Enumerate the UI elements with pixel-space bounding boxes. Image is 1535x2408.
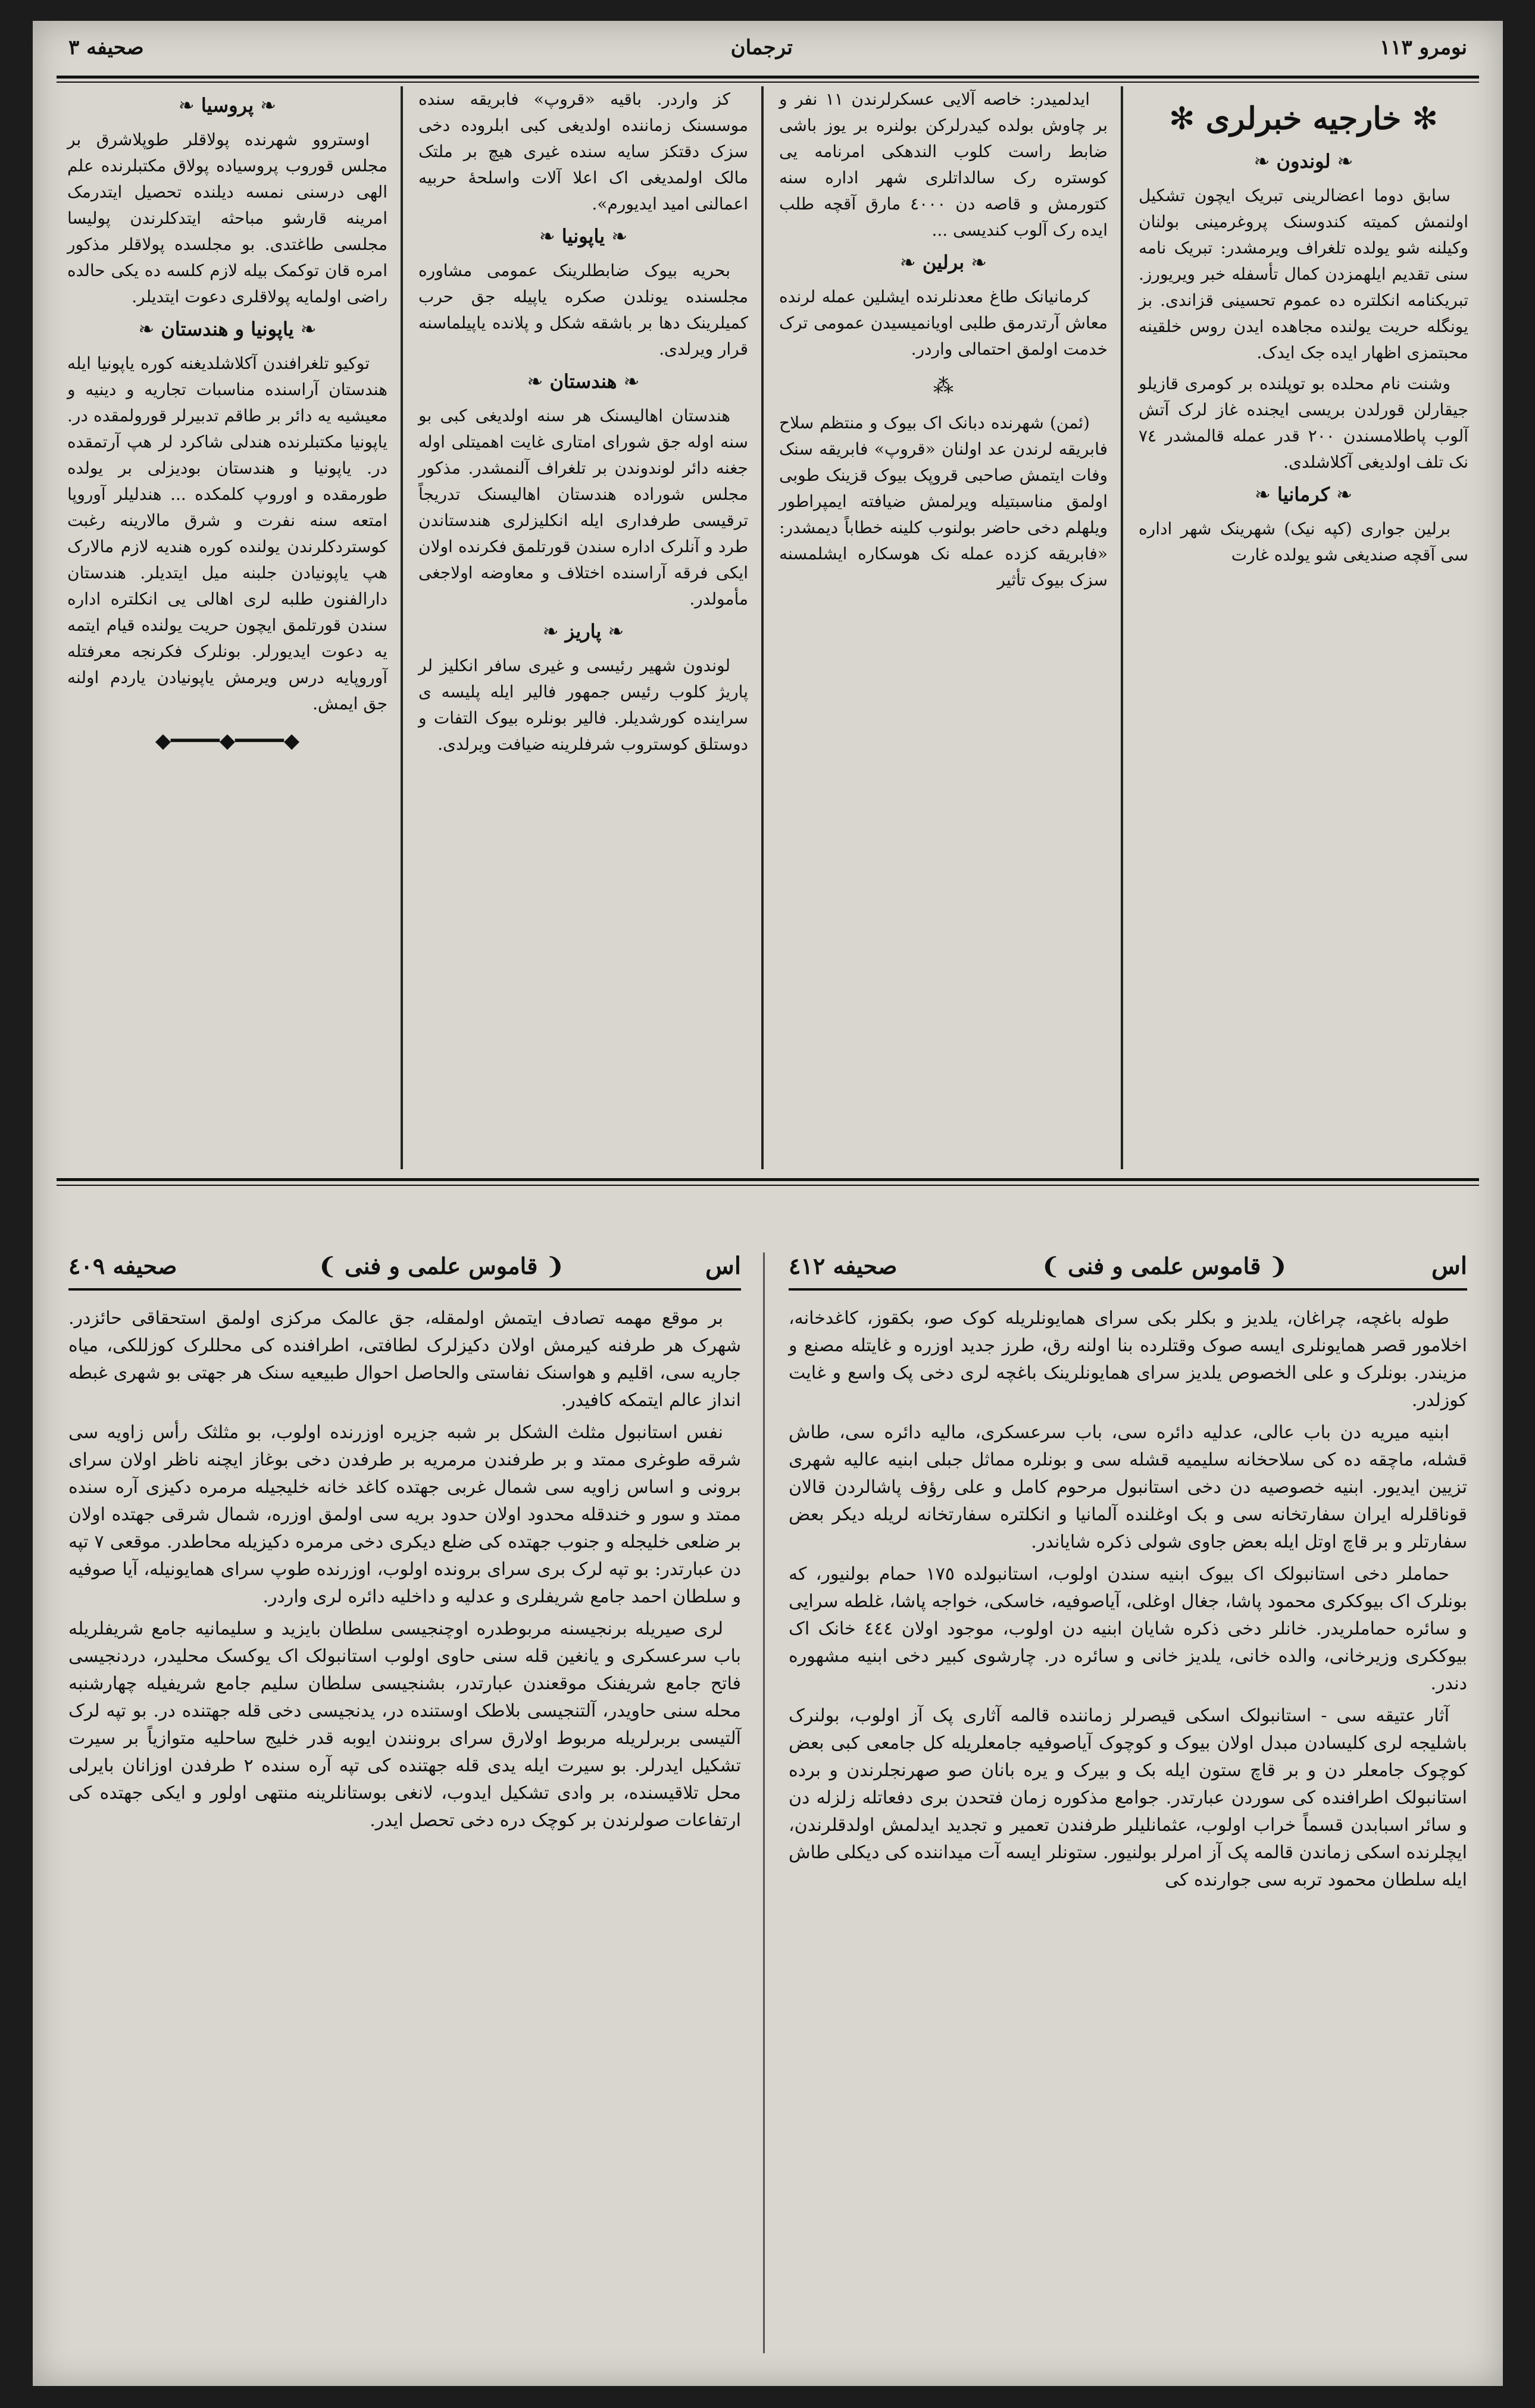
- separator-ornament: ⁂: [933, 374, 953, 398]
- london-article: سابق دوما اعضالرینی تبریک ایچون تشکیل اولنمش کمیته کندوسنک پروغرمینی بولنان وکیلنه شو یولده تلغراف ویرمشدر: تبریک نامه سنی تقدیم ایلهمزدن کمال تأسفله خبر ویریورز. تبریکنامه انکلتره ده عموم تحسینی قزاندی. بز یونگله حریت یولنده مجاهده ایدن روس خلقینه محبتمزی اظهار ایده جک ایدک.: [1139, 186, 1468, 362]
- section-rule: [57, 1178, 1479, 1181]
- berlin-heading: ❧ برلین ❧: [899, 251, 987, 274]
- end-ornament: ◆━━━━◆━━━━◆: [155, 729, 300, 753]
- poles-article: اوستروو شهرنده پولاقلر طوپلاشرق بر مجلس قوروب پروسیاده پولاق مکتبلرنده علم الهی درسنی نمسه دیلنده تحصیل ایتدرمک امرینه قارشو مباحثه ایتدکلرندن پولیسا مجلسی طاغتدی. بو مجلسده پولاقلر مذکور امره قان توکمک بیله لازم کلسه ده یکی حالده راضی اولمایه پولاقلری دعوت ایتدیلر.: [67, 130, 387, 306]
- berlin-news-column: [768, 86, 1118, 1169]
- header-rule: [57, 76, 1479, 79]
- issue-number: نومرو ١١٣: [1379, 36, 1467, 60]
- entry-label: اس: [1431, 1252, 1467, 1280]
- india-heading: ❧ هندستان ❧: [527, 370, 640, 393]
- london-heading: ❧ لوندون ❧: [1253, 150, 1353, 173]
- foreign-news-column: [1128, 86, 1479, 1169]
- page-gutter: [763, 1252, 765, 2353]
- encyclopedia-page-412: [777, 1252, 1479, 2353]
- column-divider: [401, 86, 403, 1169]
- paris-heading: ❧ پاریز ❧: [542, 620, 624, 643]
- krupp-article-cont: کز واردر. باقیه «قروپ» فابریقه سنده موسسنک زماننده اولدیغی کبی ابلروده دخی سزک دقتکز سایه سنده غیری هیچ بر ملتک مالک اولمدیغی اک اعلا آلات واسلحهٔ حربیه اعمالنی امید ایدیورم».: [418, 89, 748, 214]
- page-number: صحیفه ٣: [68, 36, 144, 60]
- newspaper-name: ترجمان: [730, 36, 793, 60]
- prussia-heading: ❧ پروسیا ❧: [178, 94, 277, 117]
- encyclopedia-page-number: صحیفه ٤١٢: [789, 1252, 898, 1279]
- header-rule-thin: [57, 82, 1479, 83]
- coal-mine-article: وشنت نام محلده بو توپلنده بر کومری قازیلو جیقارلن قورلدن بریسی ایجنده غاز لرک آتش آلوب پاطلامسندن ٢٠٠ قدر عمله قالمشدر ٧٤ نک تلف اولدیغی آکلاشلدی.: [1139, 374, 1468, 472]
- paris-article: لوندون شهیر رئیسی و غیری سافر انکلیز لر پاریژ کلوب رئیس جمهور فالیر ایله پلیسه ی سراینده کورشدیلر. فالیر بونلره بیوک التفات و دوستلق کوستروب شرفلرینه ضیافت ویرلدی.: [418, 656, 748, 754]
- buildings-paragraph: ابنیه میریه دن باب عالی، عدلیه دائره سی، باب سرعسکری، مالیه دائره سی، طاش قشله، ماچقه ده کی سلاحخانه سلیمیه قشله سی و بونلره مماثل جبلی ابنیه عالیه شهری تزیین ایدیور. ابنیه خصوصیه دن دخی استانبول مرحوم کامل و علی رؤف پاشالردن قالان قوناقلرله ایران سفارتخانه سی و بک اوغلنده آلمانیا و انکلتره سفارتخانه لریله دیکر بعض سفارتلر و بر قاچ اوتل ایله بعض جاوی شولی ذکره شایاندر.: [789, 1422, 1467, 1552]
- encyclopedia-title: ❨ قاموس علمی و فنی ❩: [1040, 1252, 1288, 1279]
- japan-news-column: [408, 86, 759, 1169]
- palaces-paragraph: طوله باغچه، چراغان، یلدیز و بکلر بکی سرای همایونلریله کوک صو، بکقوز، کاغدخانه، اخلامور قصر همایونلری ایسه صوک وقتلرده بنا اولنه رق، طرز جدید اوزره و غایتله مصنع و مزیندر. بونلرک و علی الخصوص یلدیز سرای همایونلرینک باغچه لری دخی پک واسع و غایت کوزلدر.: [789, 1308, 1467, 1411]
- location-paragraph: بر موقع مهمه تصادف ایتمش اولمقله، جق عالمک مرکزی اولمق استحقاقی حائزدر. شهرک هر طرفنه کیرمش اولان دکیزلرک لطافتی، اطرافنده کی محللرک کوزللکی، میاه جاریه سی، اقلیم و هواسنک نفاستی والحاصل احوال طبیعیه سنک هر جهتی بو شهری غبطه انداز عالم ایتمکه کافیدر.: [68, 1308, 741, 1411]
- page-header: [33, 21, 1503, 74]
- encyclopedia-page-409: [57, 1252, 753, 2353]
- germany-heading: ❧ کرمانیا ❧: [1255, 483, 1352, 506]
- japan-heading: ❧ یاپونیا ❧: [539, 225, 628, 248]
- antiquities-paragraph: آثار عتیقه سی - استانبولک اسکی قیصرلر زماننده قالمه آثاری پک آز اولوب، بولنرک باشلیجه لری کلیسادن مبدل اولان بیوک و کوچوک آیاصوفیه جامعلریله کل جامعی کبی بعض کوچوک جامعلر دن و بر قاچ ستون ایله بک و بیرک و یره بانان صو صهرنجلرندن و برده استانبولک اطرافنده کی سوردن عبارتدر. جوامع مذکوره زمان فتحدن بری دفعاتله زلزله دن و سائر اسبابدن قسماً خراب اولوب، عثمانلیلر طرفندن تعمیر و تجدید ایدلمش اولدقلرندن، ایچلرنده اسکی زماندن قالمه پک آز امرلر بولنیور. ستونلر ایسه آت میداننده کی دیکلی طاش ایله سلطان محمود تربه سی جوارنده کی: [789, 1705, 1467, 1890]
- newspaper-page: [33, 21, 1503, 2386]
- column-divider: [1121, 86, 1123, 1169]
- mine-workers-article: کرمانیانک طاغ معدنلرنده ایشلین عمله لرنده معاش آرتدرمق طلبی اویانمیسیدن عمومی ترک خدمت اولمق احتمالی واردر.: [779, 287, 1108, 359]
- japan-india-article: توکیو تلغرافندن آکلاشلدیغنه کوره یاپونیا ایله هندستان آراسنده مناسبات تجاریه و دینیه و معیشیه یه دائر بر طاقم تدبیرلر قورولمقده در. یاپونیا مکتبلرنده هندلی شاکرد لر هپ آرتمقده در. یاپونیا و هندستان بودیزلی بر یولده طورمقده و اوروپ کلمکده ... هندلیلر آوروپا امتعه سنه نفرت و شرق مالارینه رغبت کوستردکلرندن یولنده کوره هندیه لازم مالارک هپ یاپونیادن جلبنه میل ایتدیلر. هندستان دارالفنون طلبه لری اهالی یی انکلتره اداره سندن قورتلمق ایچون حریت یولنده قیام ایتمه یه دعوت ایدیورلر. بونلرک فکرنجه معرفتله آوروپایه درس ویرمش یاپونیادن یاردم اولنه جق ایمش.: [67, 353, 387, 713]
- hills-paragraph: لری صیریله برنجیسنه مربوطدره اوچنجیسی سلطان بایزید و سلیمانیه جامع شریفلریله باب سرعسکری و یانغین قله سنی حاوی اولوب استانبولک اک یوکسک محلیدر، دردنجیسی فاتح جامع شریفنک موقعندن عبارتدر، بشنجیسی سلطان سلیم جامع شریفیله چهارشنبه محله سنی حاویدر، آلتنجیسی بلاطک اوستنده در، یدنجیسی دخی قله جهتنده در. بو تپه لرک آلتیسی بربرلریله مربوط اولارق سرای برونندن ایوبه قدر خلیج ساحلیه متوازیاً بر سیرت تشکیل ایدرلر. بو سیرت ایله یدی قله جهتنده کی تپه آره سنده ٢ طرفدن اوزانان بایرلی محل تلاقیسنده، بر وادی تشکیل ایدوب، لانغی بوستانلرینه منتهی اولور و ایکی جهتده کی ارتفاعات صولرندن بر کوچک دره دخی تحصل ایدر.: [68, 1618, 741, 1831]
- encyclopedia-header-409: [68, 1252, 741, 1291]
- prussia-news-column: [57, 86, 398, 1169]
- section-rule-thin: [57, 1185, 1479, 1186]
- foreign-news-heading: ✻ خارجیه خبرلری ✻: [1168, 101, 1439, 137]
- encyclopedia-header-412: [789, 1252, 1467, 1291]
- krupp-article: (ئمن) شهرنده دبانک اک بیوک و منتظم سلاح فابریقه لرندن عد اولنان «قروپ» فابریقه سنک وفات ایتمش صاحبی قروپک بیوک قزینک طوبی اولمق مناسبتیله ویرلمش ضیافته ایمپراطور ویلهلم دخی حاضر بولنوب کلینه خطاباً دیمشدر: «فابریقه کزده عمله نک هوسکاره ایشلمسنه سزک بیوک تأثیر: [779, 413, 1108, 590]
- peninsula-paragraph: نفس استانبول مثلث الشکل بر شبه جزیره اوزرنده اولوب، بو مثلثک رأس زاویه سی شرقه طوغری ممتد و بر طرفندن مرمریه بر طرفدن دخی بوغاز ایچنه ناظر اولان سرای برونی و اساس زاویه سی شمال غربی جهتده کاغد خانه خلیجیله مرمره دکیزی آره سنده ممتد و سور و خندقله محدود اولان حدود بریه سی اولمق اوزره، شمال شرقی جهتده اولان بر ضلعی خلیجله و جنوب جهتده کی ضلع دیکری دخی مرمره دکیزیله محاطدر. موقعی ٧ تپه دن عبارتدر: بو تپه لرک بری سرای برونده اولوب، اوزرنده طوپ سرای همایونیله، آیا صوفیه و سلطان احمد جامع شریفلری و عدلیه و داخلیه دائره لری واردر.: [68, 1422, 741, 1607]
- navy-article: بحریه بیوک ضابطلرینک عمومی مشاوره مجلسنده یونلدن صکره یاپیله جق حرب کمیلرینک دها بر باشقه شکل و پلانده یاپیلماسنه قرار ویرلدی.: [418, 261, 748, 359]
- encyclopedia-title: ❨ قاموس علمی و فنی ❩: [317, 1252, 565, 1279]
- encyclopedia-section: [57, 1252, 1479, 2353]
- japan-india-heading: ❧ یاپونیا و هندستان ❧: [138, 318, 317, 340]
- column-divider: [761, 86, 764, 1169]
- india-article: هندستان اهالیسنک هر سنه اولدیغی کبی بو سنه اوله جق شورای امتاری غایت اهمیتلی اوله جغنه دائر لوندوندن بر تلغراف آلنمشدر. مذکور مجلس شوراده هندستان اهالیسنک تدریجاً ترقیسی طرفداری ایله انکلیزلری هندستاندن طرد و آنلرک اداره سندن قورتلمق فکرنده اولان ایکی فرقه آراسنده اختلاف و معاوضه اولاجغی مأمولدر.: [418, 406, 748, 609]
- soldiers-article: ایدلمیدر: خاصه آلایی عسکرلرندن ١١ نفر و بر چاوش بولده کیدرلرکن بولنره بر یوز باشی ضابط راست کلوب الندهکی امرنامه یی کوستره رک سالداتلری شهر اداره سنه کتورمش و قاصه دن ٤٠٠٠ مارق آقچه طلب ایده رک آلوب کندیسی ...: [779, 89, 1108, 240]
- entry-label: اس: [705, 1252, 741, 1280]
- baths-paragraph: حماملر دخی استانبولک اک بیوک ابنیه سندن اولوب، استانبولده ١٧٥ حمام بولنیور، که بونلرک اک بیوککری محمود پاشا، جغال اوغلی، آیاصوفیه، خاسکی، خواجه پاشا، غلطه سرایی و سائره حماملریدر. خانلر دخی ذکره شایان ابنیه دن اولوب، موجود اولان ٤٤٤ خانک اک بیوککری وزیرخانی، والده خانی، یلدیز خانی و سائره در. چارشوی کبیر دخی ابنیه مشهوره دندر.: [789, 1564, 1467, 1694]
- kopenick-article: برلین جواری (کپه نیک) شهرینک شهر اداره سی آقچه صندیغی شو یولده غارت: [1139, 519, 1468, 565]
- encyclopedia-page-number: صحیفه ٤٠٩: [68, 1252, 177, 1279]
- news-columns: [57, 86, 1479, 1169]
